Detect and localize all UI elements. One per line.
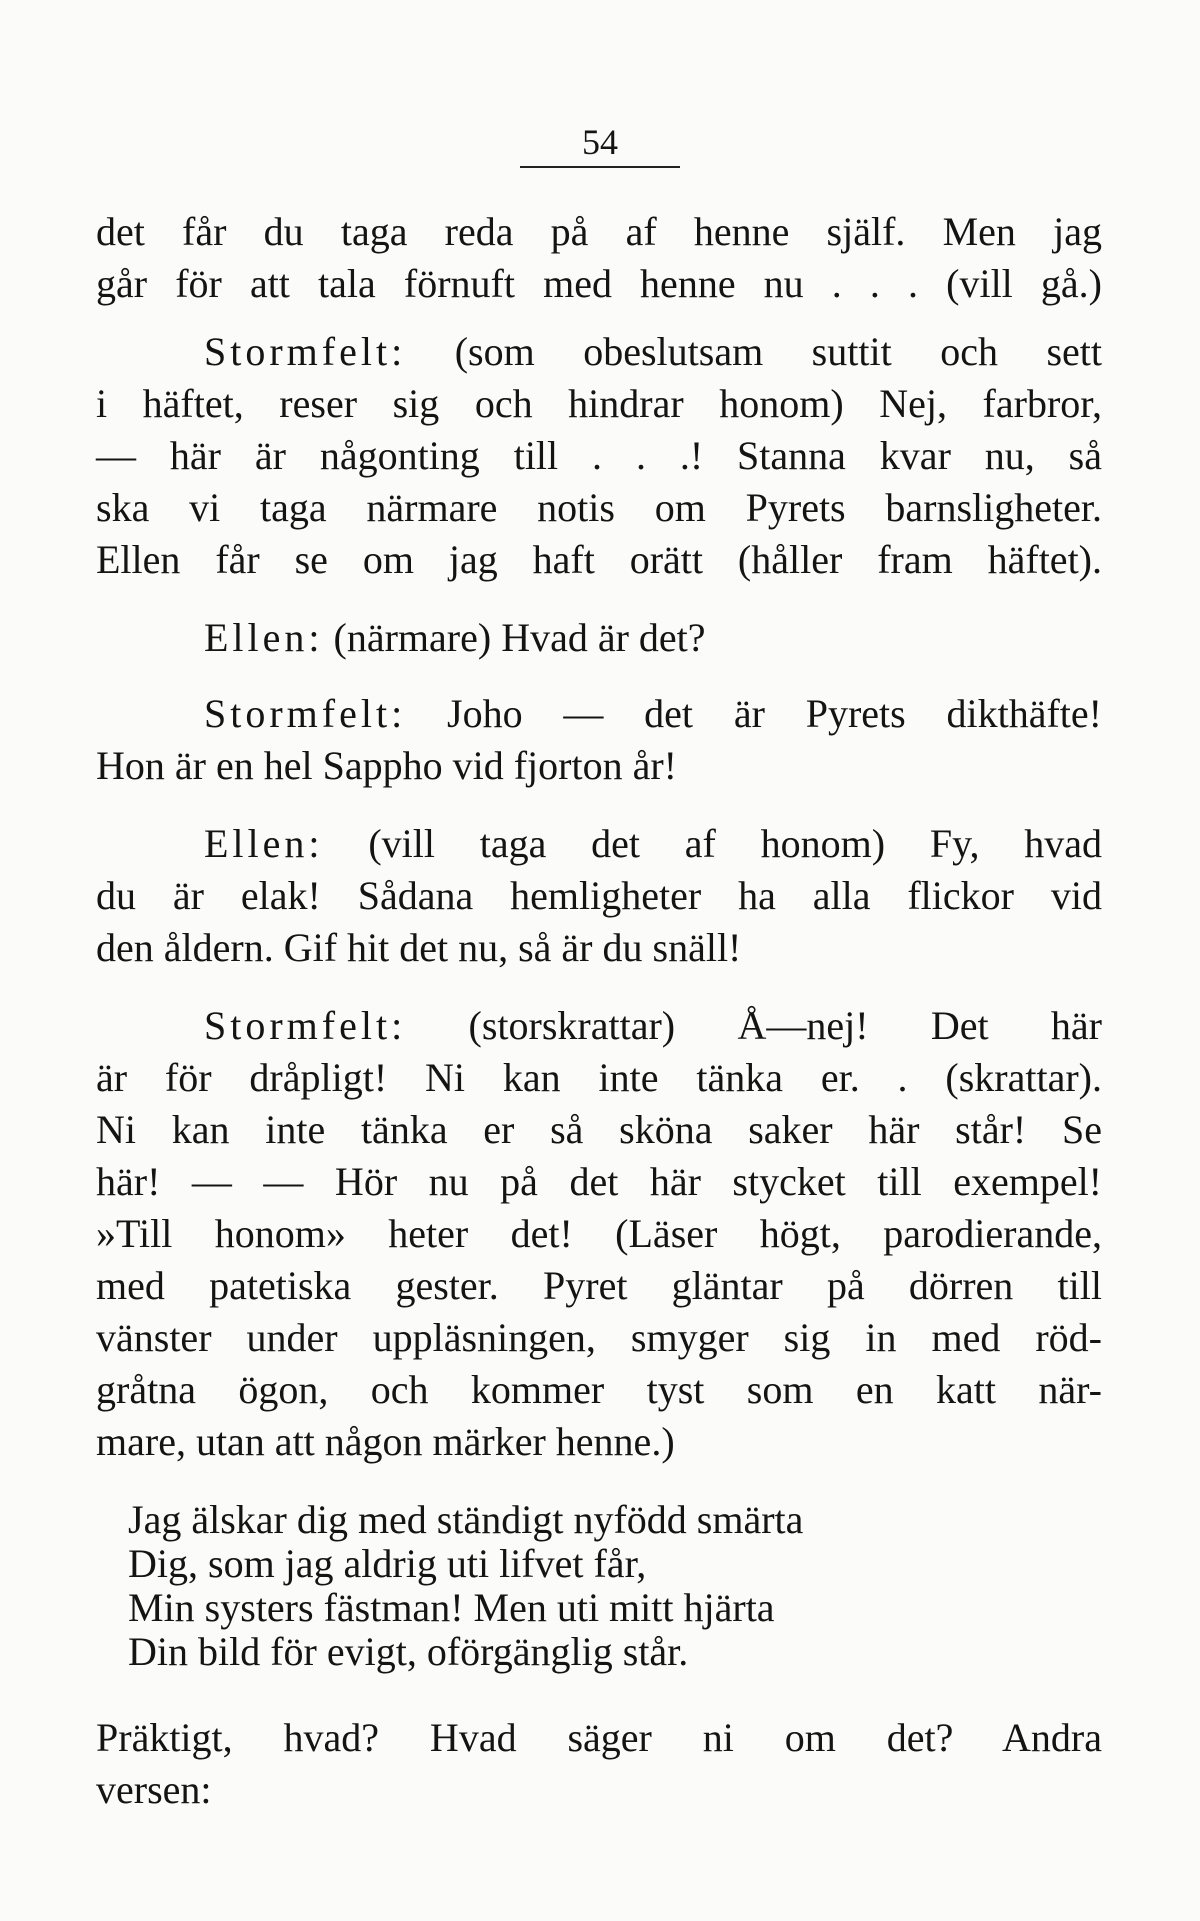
text-line: Hon är en hel Sappho vid fjorton år! (96, 743, 677, 788)
speaker-name: Stormfelt: (204, 329, 407, 374)
text-line: vänster under uppläsningen, smyger sig in med röd- (96, 1315, 1102, 1360)
text-line: Joho — det är Pyrets dikthäfte! (447, 691, 1102, 736)
paragraph (96, 1712, 1102, 1816)
text-line: »Till honom» heter det! (Läser högt, parodierande, (96, 1211, 1102, 1256)
text-line: är för dråpligt! Ni kan inte tänka er. . (skrattar). (96, 1055, 1102, 1100)
text-line: ska vi taga närmare notis om Pyrets barnsligheter. (96, 485, 1102, 530)
paragraph (96, 1000, 1102, 1468)
text-line: (som obeslutsam suttit och sett (454, 329, 1102, 374)
text-line: Ni kan inte tänka er så sköna saker här står! Se (96, 1107, 1102, 1152)
speaker-name: Stormfelt: (204, 691, 407, 736)
text-line: mare, utan att någon märker henne.) (96, 1419, 675, 1464)
paragraph (96, 326, 1102, 586)
verse-line: Din bild för evigt, oförgänglig står. (128, 1629, 689, 1674)
text-line: versen: (96, 1767, 212, 1812)
verse-line: Min systers fästman! Men uti mitt hjärta (128, 1585, 775, 1630)
paragraph (96, 612, 1102, 664)
text-line: den åldern. Gif hit det nu, så är du snäll! (96, 925, 742, 970)
poem-verse (128, 1498, 1028, 1674)
text-line: gråtna ögon, och kommer tyst som en katt när- (96, 1367, 1102, 1412)
speaker-name: Stormfelt: (204, 1003, 407, 1048)
text-line: i häftet, reser sig och hindrar honom) Nej, farbror, (96, 381, 1102, 426)
text-line: — här är någonting till . . .! Stanna kvar nu, så (96, 433, 1102, 478)
text-line: (storskrattar) Å—nej! Det här (468, 1003, 1103, 1048)
page-number: 54 (520, 118, 680, 168)
text-line: det får du taga reda på af henne själf. Men jag (96, 209, 1102, 254)
text-line: går för att tala förnuft med henne nu . . . (vill gå.) (96, 261, 1102, 306)
text-line: du är elak! Sådana hemligheter ha alla flickor vid (96, 873, 1102, 918)
speaker-name: Ellen: (204, 615, 324, 660)
verse-line: Jag älskar dig med ständigt nyfödd smärta (128, 1497, 804, 1542)
text-line: med patetiska gester. Pyret gläntar på dörren till (96, 1263, 1102, 1308)
text-line: (vill taga det af honom) Fy, hvad (368, 821, 1103, 866)
verse-line: Dig, som jag aldrig uti lifvet får, (128, 1541, 647, 1586)
speaker-name: Ellen: (204, 821, 324, 866)
text-line: Ellen får se om jag haft orätt (håller fram häftet). (96, 537, 1102, 582)
paragraph (96, 818, 1102, 974)
text-line: Präktigt, hvad? Hvad säger ni om det? Andra (96, 1715, 1102, 1760)
paragraph (96, 206, 1102, 310)
paragraph (96, 688, 1102, 792)
text-line: här! — — Hör nu på det här stycket till exempel! (96, 1159, 1102, 1204)
text-line: (närmare) Hvad är det? (333, 615, 706, 660)
